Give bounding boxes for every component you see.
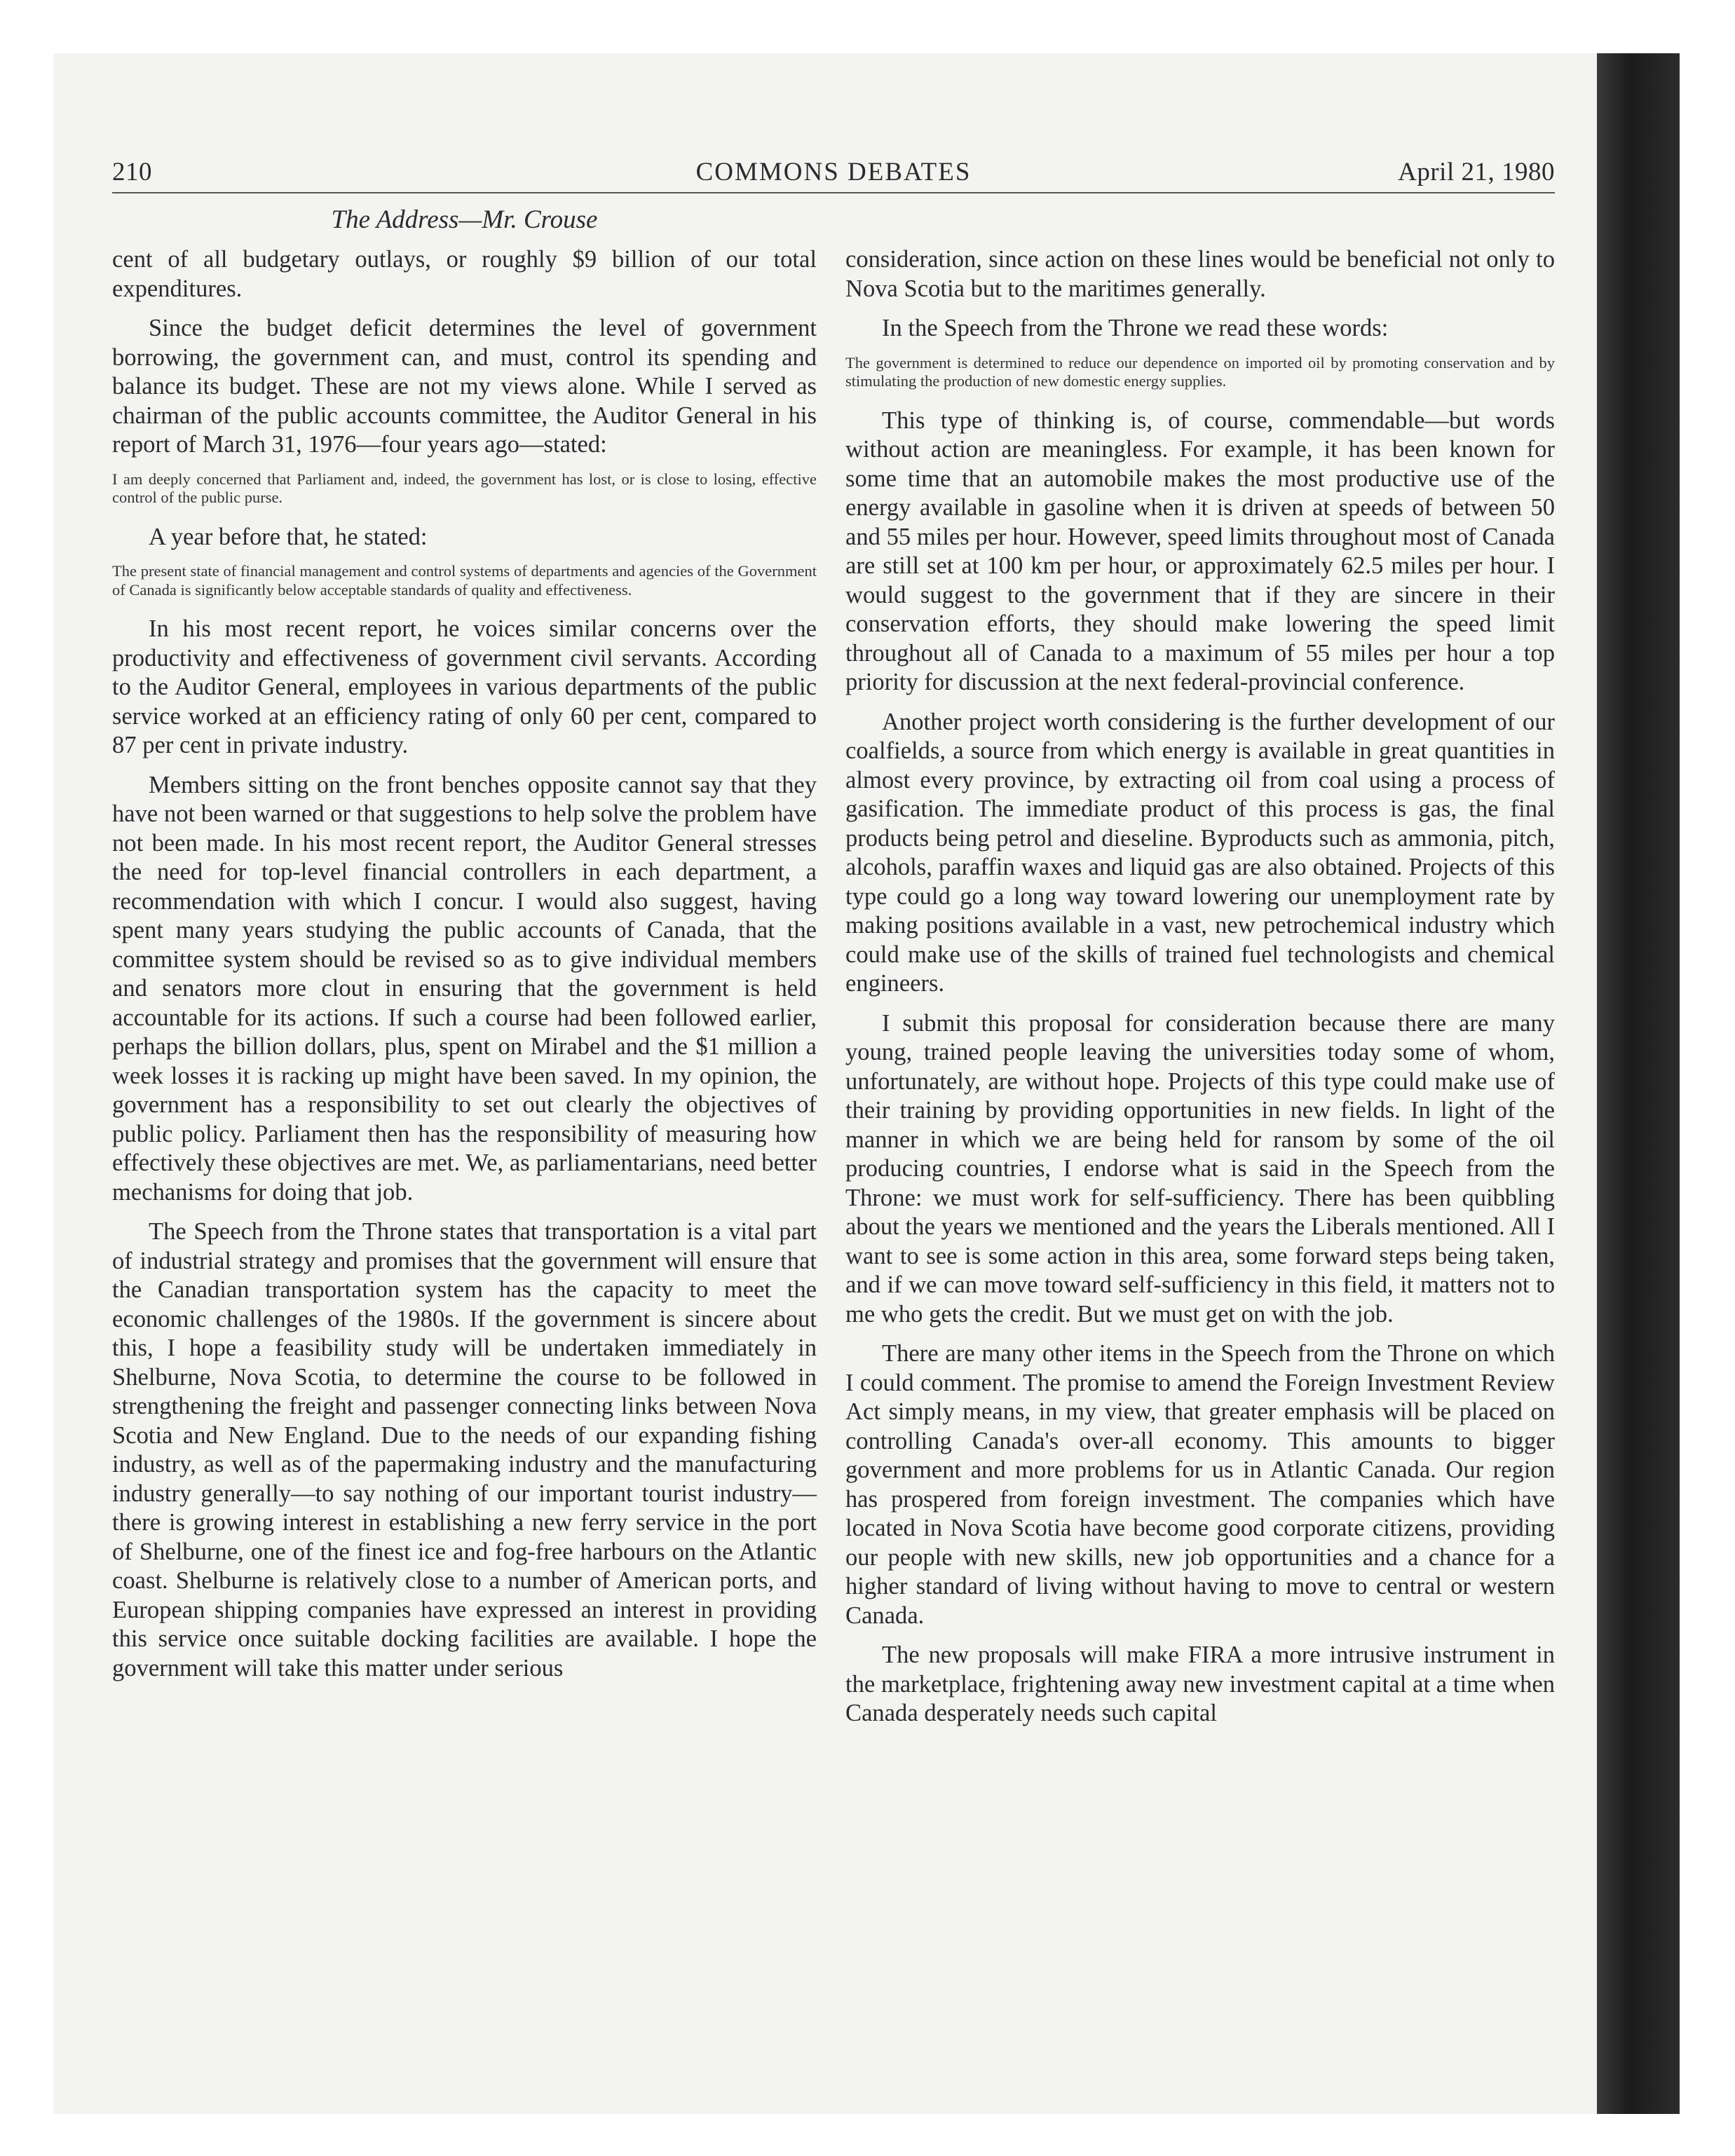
paragraph: cent of all budgetary outlays, or roughly $9 billion of our total expenditures.	[112, 246, 817, 302]
paragraph: consideration, since action on these lines would be beneficial not only to Nova Scotia but to the maritimes generally.	[845, 246, 1555, 302]
paragraph: Members sitting on the front benches opposite cannot say that they have not been warned or that suggestions to help solve the problem have not been made. In his most recent report, the Auditor General stresses the need for top-level financial controllers in each department, a recommendation with which I concur. I would also suggest, having spent many years studying the public accounts of Canada, that the committee system should be revised so as to give individual members and senators more clout in ensuring that the government is held accountable for its actions. If such a course had been followed earlier, perhaps the billion dollars, plus, spent on Mirabel and the $1 million a week losses it is racking up might have been saved. In my opinion, the government has a responsibility to set out clearly the objectives of public policy. Parliament then has the responsibility of measuring how effectively these objectives are met. We, as parliamentarians, need better mechanisms for doing that job.	[112, 771, 817, 1206]
paragraph: There are many other items in the Speech from the Throne on which I could comment. The promise to amend the Foreign Investment Review Act simply means, in my view, that greater emphasis will be placed on controlling Canada's over-all economy. This amounts to bigger government and more problems for us in Atlantic Canada. Our region has prospered from foreign investment. The companies which have located in Nova Scotia have become good corporate citizens, providing our people with new skills, new job opportunities and a chance for a higher standard of living without having to move to central or western Canada.	[845, 1340, 1555, 1629]
paragraph: A year before that, he stated:	[149, 523, 428, 550]
publication-title: COMMONS DEBATES	[695, 158, 972, 186]
left-column	[112, 245, 817, 1693]
paragraph: Since the budget deficit determines the level of government borrowing, the government can, and must, control its spending and balance its budget. These are not my views alone. While I served as chairman of the public accounts committee, the Auditor General in his report of March 31, 1976—four years ago—stated:	[112, 315, 817, 458]
paragraph: Another project worth considering is the further development of our coalfields, a source from which energy is available in great quantities in almost every province, by extracting oil from coal using a process of gasification. The immediate product of this process is gas, the final products being petrol and dieseline. Byproducts such as ammonia, pitch, alcohols, paraffin waxes and liquid gas are also obtained. Projects of this type could go a long way toward lowering our unemployment rate by making positions available in a vast, new petrochemical industry which could make use of the skills of trained fuel technologists and chemical engineers.	[845, 708, 1555, 997]
paragraph: In the Speech from the Throne we read these words:	[882, 315, 1389, 341]
block-quote: The present state of financial management and control systems of departments and agencies of the Government of Canada is significantly below acceptable standards of quality and effectiveness.	[112, 562, 817, 599]
page-number: 210	[112, 158, 152, 186]
paragraph: In his most recent report, he voices similar concerns over the productivity and effectiveness of government civil servants. According to the Auditor General, employees in various departments of the public service worked at an efficiency rating of only 60 per cent, compared to 87 per cent in private industry.	[112, 615, 817, 758]
running-head: The Address—Mr. Crouse	[331, 205, 598, 234]
paragraph: I submit this proposal for consideration because there are many young, trained people leaving the universities today some of whom, unfortunately, are without hope. Projects of this type could make use of their training by providing opportunities in new fields. In light of the manner in which we are being held for ransom by some of the oil producing countries, I endorse what is said in the Speech from the Throne: we must work for self-sufficiency. There has been quibbling about the years we mentioned and the years the Liberals mentioned. All I want to see is some action in this area, some forward steps being taken, and if we can move toward self-sufficiency in this field, it matters not to me who gets the credit. But we must get on with the job.	[845, 1009, 1555, 1328]
issue-date: April 21, 1980	[1398, 158, 1555, 186]
right-column	[845, 245, 1555, 1739]
block-quote: I am deeply concerned that Parliament and, indeed, the government has lost, or is close to losing, effective control of the public purse.	[112, 470, 817, 506]
paragraph: The new proposals will make FIRA a more intrusive instrument in the marketplace, frightening away new investment capital at a time when Canada desperately needs such capital	[845, 1642, 1555, 1726]
block-quote: The government is determined to reduce our dependence on imported oil by promoting conservation and by stimulating the production of new domestic energy supplies.	[845, 353, 1555, 390]
scan-edge-shadow	[1597, 53, 1680, 2114]
paragraph: This type of thinking is, of course, commendable—but words without action are meaningless. For example, it has been known for some time that an automobile makes the most productive use of the energy available in gasoline when it is driven at speeds of between 50 and 55 miles per hour. However, speed limits throughout most of Canada are still set at 100 km per hour, or approximately 62.5 miles per hour. I would suggest to the government that if they are sincere in their conservation efforts, they should make lowering the speed limit throughout all of Canada to a maximum of 55 miles per hour a top priority for discussion at the next federal-provincial conference.	[845, 407, 1555, 695]
paragraph: The Speech from the Throne states that transportation is a vital part of industrial strategy and promises that the government will ensure that the Canadian transportation system has the capacity to meet the economic challenges of the 1980s. If the government is sincere about this, I hope a feasibility study will be undertaken immediately in Shelburne, Nova Scotia, to determine the course to be followed in strengthening the freight and passenger connecting links between Nova Scotia and New England. Due to the needs of our expanding fishing industry, as well as of the papermaking industry and the manufacturing industry generally—to say nothing of our important tourist industry—there is growing interest in establishing a new ferry service in the port of Shelburne, one of the finest ice and fog-free harbours on the Atlantic coast. Shelburne is relatively close to a number of American ports, and European shipping companies have expressed an interest in providing this service once suitable docking facilities are available. I hope the government will take this matter under serious	[112, 1218, 817, 1681]
page-header	[112, 156, 1555, 193]
